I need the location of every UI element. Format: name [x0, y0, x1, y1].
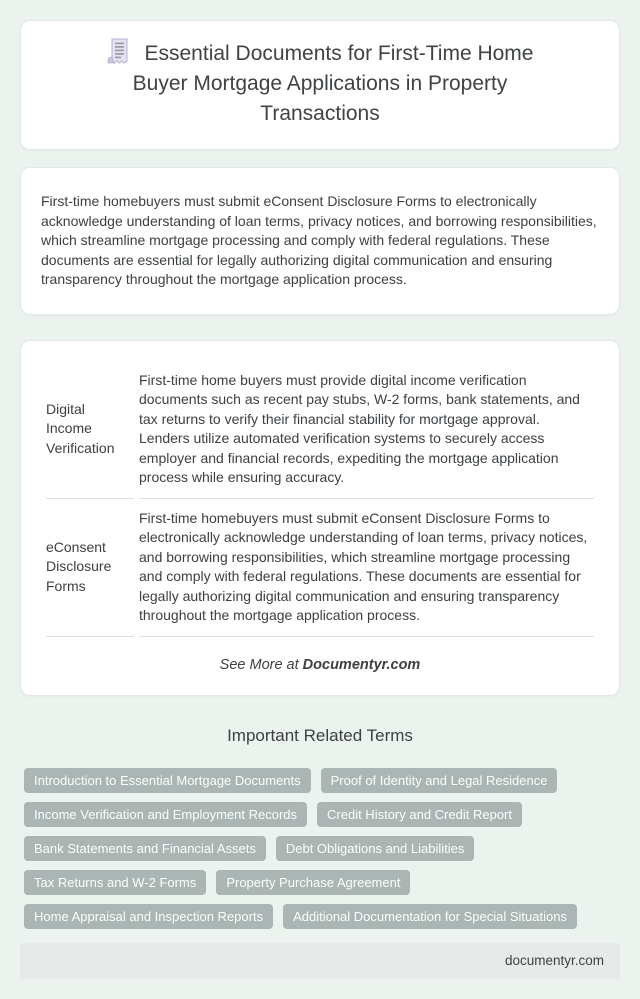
- term-name: eConsent Disclosure Forms: [46, 499, 134, 637]
- terms-table: [41, 361, 599, 637]
- related-term-tag[interactable]: Income Verification and Employment Records: [24, 802, 307, 827]
- related-term-tag[interactable]: Bank Statements and Financial Assets: [24, 836, 266, 861]
- terms-table-card: [20, 340, 620, 696]
- related-term-tag[interactable]: Additional Documentation for Special Situations: [283, 904, 577, 929]
- see-more-site-link[interactable]: Documentyr.com: [302, 656, 421, 673]
- related-term-tag[interactable]: Proof of Identity and Legal Residence: [321, 768, 558, 793]
- page-title-text: Essential Documents for First-Time Home Buyer Mortgage Applications in Property Transactions: [132, 42, 534, 125]
- table-row: [46, 499, 594, 637]
- term-description: First-time homebuyers must submit eConsent Disclosure Forms to electronically acknowledge understanding of loan terms, privacy notices, and borrowing responsibilities, which streamline mortgage processing and comply with federal regulations. These documents are essential for legally authorizing digital communication and ensuring transparency throughout the mortgage application process.: [139, 499, 594, 637]
- header-card: [20, 20, 620, 150]
- related-term-tag[interactable]: Property Purchase Agreement: [216, 870, 410, 895]
- term-name: Digital Income Verification: [46, 361, 134, 499]
- footer-site-link[interactable]: documentyr.com: [504, 953, 604, 968]
- see-more-line: [41, 657, 599, 673]
- related-term-tag[interactable]: Home Appraisal and Inspection Reports: [24, 904, 273, 929]
- term-description: First-time home buyers must provide digital income verification documents such as recent pay stubs, W-2 forms, bank statements, and tax returns to verify their financial stability for mortgage approval. Lenders utilize automated verification systems to securely access employer and financial records, expediting the mortgage application process while ensuring accuracy.: [139, 361, 594, 499]
- related-term-tag[interactable]: Tax Returns and W-2 Forms: [24, 870, 206, 895]
- intro-card: [20, 167, 620, 315]
- related-terms-heading: Important Related Terms: [227, 725, 413, 745]
- receipt-icon: [107, 38, 131, 64]
- intro-paragraph: First-time homebuyers must submit eConsent Disclosure Forms to electronically acknowledge understanding of loan terms, privacy notices, and borrowing responsibilities, which streamline mortgage processing and comply with federal regulations. These documents are essential for legally authorizing digital communication and ensuring transparency throughout the mortgage application process.: [41, 193, 597, 287]
- page-title: [85, 38, 555, 129]
- related-terms-list: [20, 768, 620, 929]
- related-term-tag[interactable]: Credit History and Credit Report: [317, 802, 522, 827]
- related-term-tag[interactable]: Debt Obligations and Liabilities: [276, 836, 475, 861]
- related-term-tag[interactable]: Introduction to Essential Mortgage Documents: [24, 768, 311, 793]
- table-row: [46, 361, 594, 499]
- see-more-prefix: See More at: [219, 656, 303, 673]
